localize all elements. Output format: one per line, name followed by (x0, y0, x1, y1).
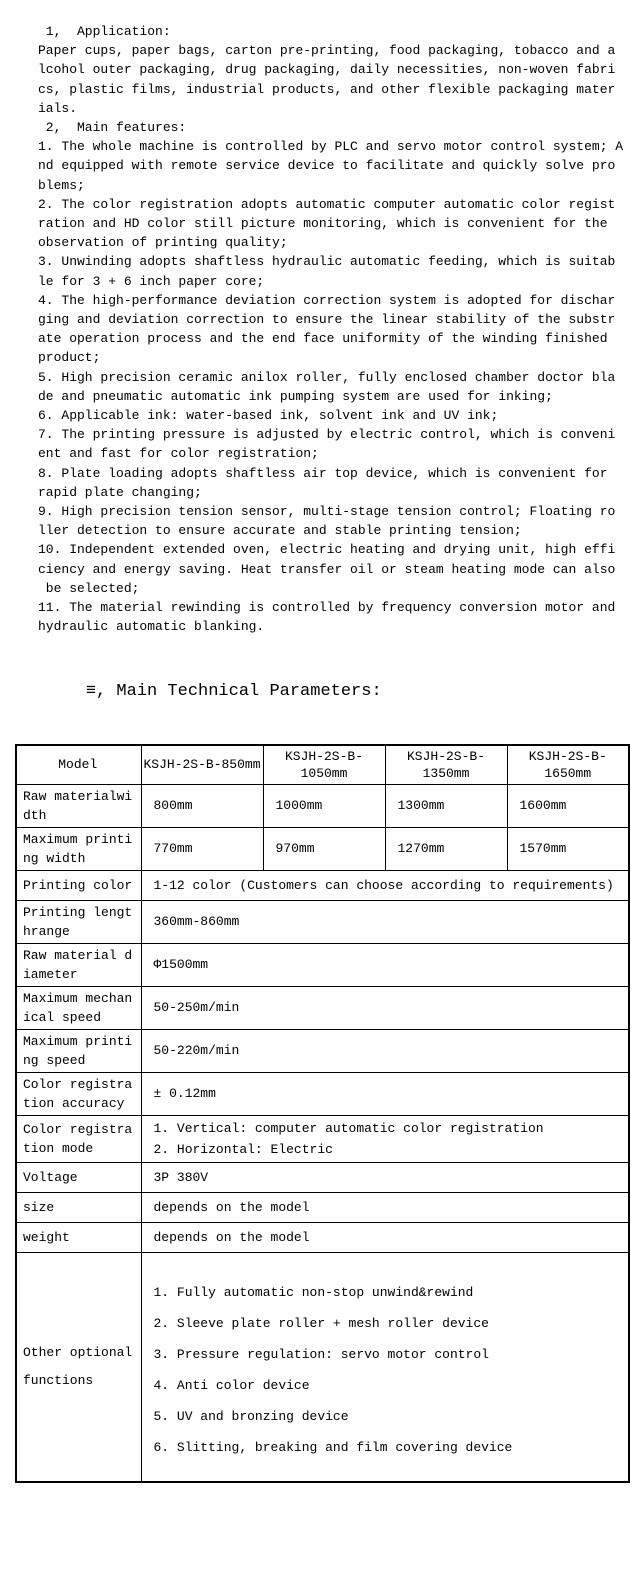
value-cell: ± 0.12mm (141, 1072, 629, 1115)
optional-item: 5. UV and bronzing device (153, 1408, 349, 1424)
intro-line: observation of printing quality; (38, 235, 288, 251)
intro-line: 3. Unwinding adopts shaftless hydraulic automatic feeding, which is suitab (38, 254, 616, 270)
table-row (16, 1115, 629, 1162)
table-row (16, 1162, 629, 1192)
intro-line: ent and fast for color registration; (38, 446, 319, 462)
table-row (16, 1222, 629, 1252)
row-label-cell: Printing lengthrange (16, 900, 141, 943)
model-header-cell: KSJH-2S-B-1650mm (507, 745, 629, 785)
value-cell: 1270mm (385, 827, 507, 870)
optional-item: 4. Anti color device (153, 1377, 310, 1393)
row-label-cell: Raw materialwidth (16, 784, 141, 827)
intro-line: cs, plastic films, industrial products, and other flexible packaging mater (38, 81, 616, 97)
intro-line: le for 3 + 6 inch paper core; (38, 273, 265, 289)
intro-line: 11. The material rewinding is controlled by frequency conversion motor and (38, 600, 616, 616)
table-row (16, 745, 629, 785)
value-cell: 3P 380V (141, 1162, 629, 1192)
value-cell (141, 1115, 629, 1162)
intro-text-block (38, 22, 628, 637)
row-label-cell: weight (16, 1222, 141, 1252)
value-line: 2. Horizontal: Electric (153, 1141, 333, 1157)
table-row (16, 870, 629, 900)
value-line: 1. Vertical: computer automatic color registration (153, 1120, 544, 1136)
value-cell: 1-12 color (Customers can choose according to requirements) (141, 870, 629, 900)
intro-line: product; (38, 350, 101, 366)
value-cell: 770mm (141, 827, 263, 870)
intro-line: lcohol outer packaging, drug packaging, daily necessities, non-woven fabri (38, 62, 616, 78)
intro-line: hydraulic automatic blanking. (38, 619, 265, 635)
value-cell: depends on the model (141, 1222, 629, 1252)
table-row (16, 1192, 629, 1222)
intro-line: blems; (38, 177, 85, 193)
intro-line: rapid plate changing; (38, 484, 202, 500)
intro-line: be selected; (38, 580, 140, 596)
table-row (16, 943, 629, 986)
value-cell: 970mm (263, 827, 385, 870)
value-cell: 1600mm (507, 784, 629, 827)
intro-line: Paper cups, paper bags, carton pre-printing, food packaging, tobacco and a (38, 43, 616, 59)
value-cell: 50-250m/min (141, 986, 629, 1029)
intro-line: ration and HD color still picture monitoring, which is convenient for the (38, 216, 608, 232)
intro-line: nd equipped with remote service device to facilitate and quickly solve pro (38, 158, 616, 174)
row-label-cell: Printing color (16, 870, 141, 900)
model-header-cell: KSJH-2S-B-1050mm (263, 745, 385, 785)
section-heading-text: ≡, Main Technical Parameters: (85, 681, 382, 701)
row-label-cell: Model (16, 745, 141, 785)
intro-line: ate operation process and the end face uniformity of the winding finished (38, 331, 608, 347)
intro-line: 10. Independent extended oven, electric heating and drying unit, high effi (38, 542, 616, 558)
value-cell: 1300mm (385, 784, 507, 827)
intro-line: ller detection to ensure accurate and stable printing tension; (38, 523, 522, 539)
technical-parameters-table (15, 744, 630, 1483)
value-cell: 50-220m/min (141, 1029, 629, 1072)
row-label-cell: size (16, 1192, 141, 1222)
table-row (16, 1252, 629, 1482)
table-row (16, 827, 629, 870)
value-cell: Φ1500mm (141, 943, 629, 986)
row-label-cell: Maximum printing width (16, 827, 141, 870)
section-heading (45, 653, 628, 731)
intro-line: ials. (38, 100, 78, 116)
value-cell: 1000mm (263, 784, 385, 827)
optional-item: 1. Fully automatic non-stop unwind&rewind (153, 1284, 474, 1300)
intro-line: 9. High precision tension sensor, multi-stage tension control; Floating ro (38, 504, 616, 520)
intro-line: 6. Applicable ink: water-based ink, solvent ink and UV ink; (38, 408, 499, 424)
intro-line: 8. Plate loading adopts shaftless air top device, which is convenient for (38, 465, 608, 481)
table-row (16, 900, 629, 943)
value-cell: 1570mm (507, 827, 629, 870)
row-label-cell: Maximum mechanical speed (16, 986, 141, 1029)
intro-line: ging and deviation correction to ensure the linear stability of the substr (38, 312, 616, 328)
value-cell: 800mm (141, 784, 263, 827)
row-label-cell: Color registration mode (16, 1115, 141, 1162)
intro-line: 4. The high-performance deviation correction system is adopted for dischar (38, 292, 616, 308)
intro-line: 5. High precision ceramic anilox roller, fully enclosed chamber doctor bla (38, 369, 616, 385)
intro-line: 1, Application: (38, 24, 171, 39)
table-row (16, 986, 629, 1029)
intro-line: ciency and energy saving. Heat transfer oil or steam heating mode can also (38, 561, 616, 577)
model-header-cell: KSJH-2S-B-850mm (141, 745, 263, 785)
intro-line: 7. The printing pressure is adjusted by electric control, which is conveni (38, 427, 616, 443)
row-label-cell: Voltage (16, 1162, 141, 1192)
table-row (16, 1029, 629, 1072)
row-label-cell: Color registration accuracy (16, 1072, 141, 1115)
value-cell: depends on the model (141, 1192, 629, 1222)
table-row (16, 1072, 629, 1115)
optional-item: 6. Slitting, breaking and film covering device (153, 1439, 513, 1455)
row-label-cell: Maximum printing speed (16, 1029, 141, 1072)
optional-functions-cell (141, 1252, 629, 1482)
table-row (16, 784, 629, 827)
value-cell: 360mm-860mm (141, 900, 629, 943)
row-label-cell: Raw material diameter (16, 943, 141, 986)
optional-item: 3. Pressure regulation: servo motor control (153, 1346, 489, 1362)
model-header-cell: KSJH-2S-B-1350mm (385, 745, 507, 785)
intro-line: de and pneumatic automatic ink pumping system are used for inking; (38, 388, 553, 404)
optional-item: 2. Sleeve plate roller + mesh roller device (153, 1315, 489, 1331)
row-label-cell: Other optional functions (16, 1252, 141, 1482)
intro-line: 2. The color registration adopts automatic computer automatic color regist (38, 196, 616, 212)
intro-line: 2, Main features: (38, 120, 187, 136)
intro-line: 1. The whole machine is controlled by PLC and servo motor control system; A (38, 139, 624, 155)
